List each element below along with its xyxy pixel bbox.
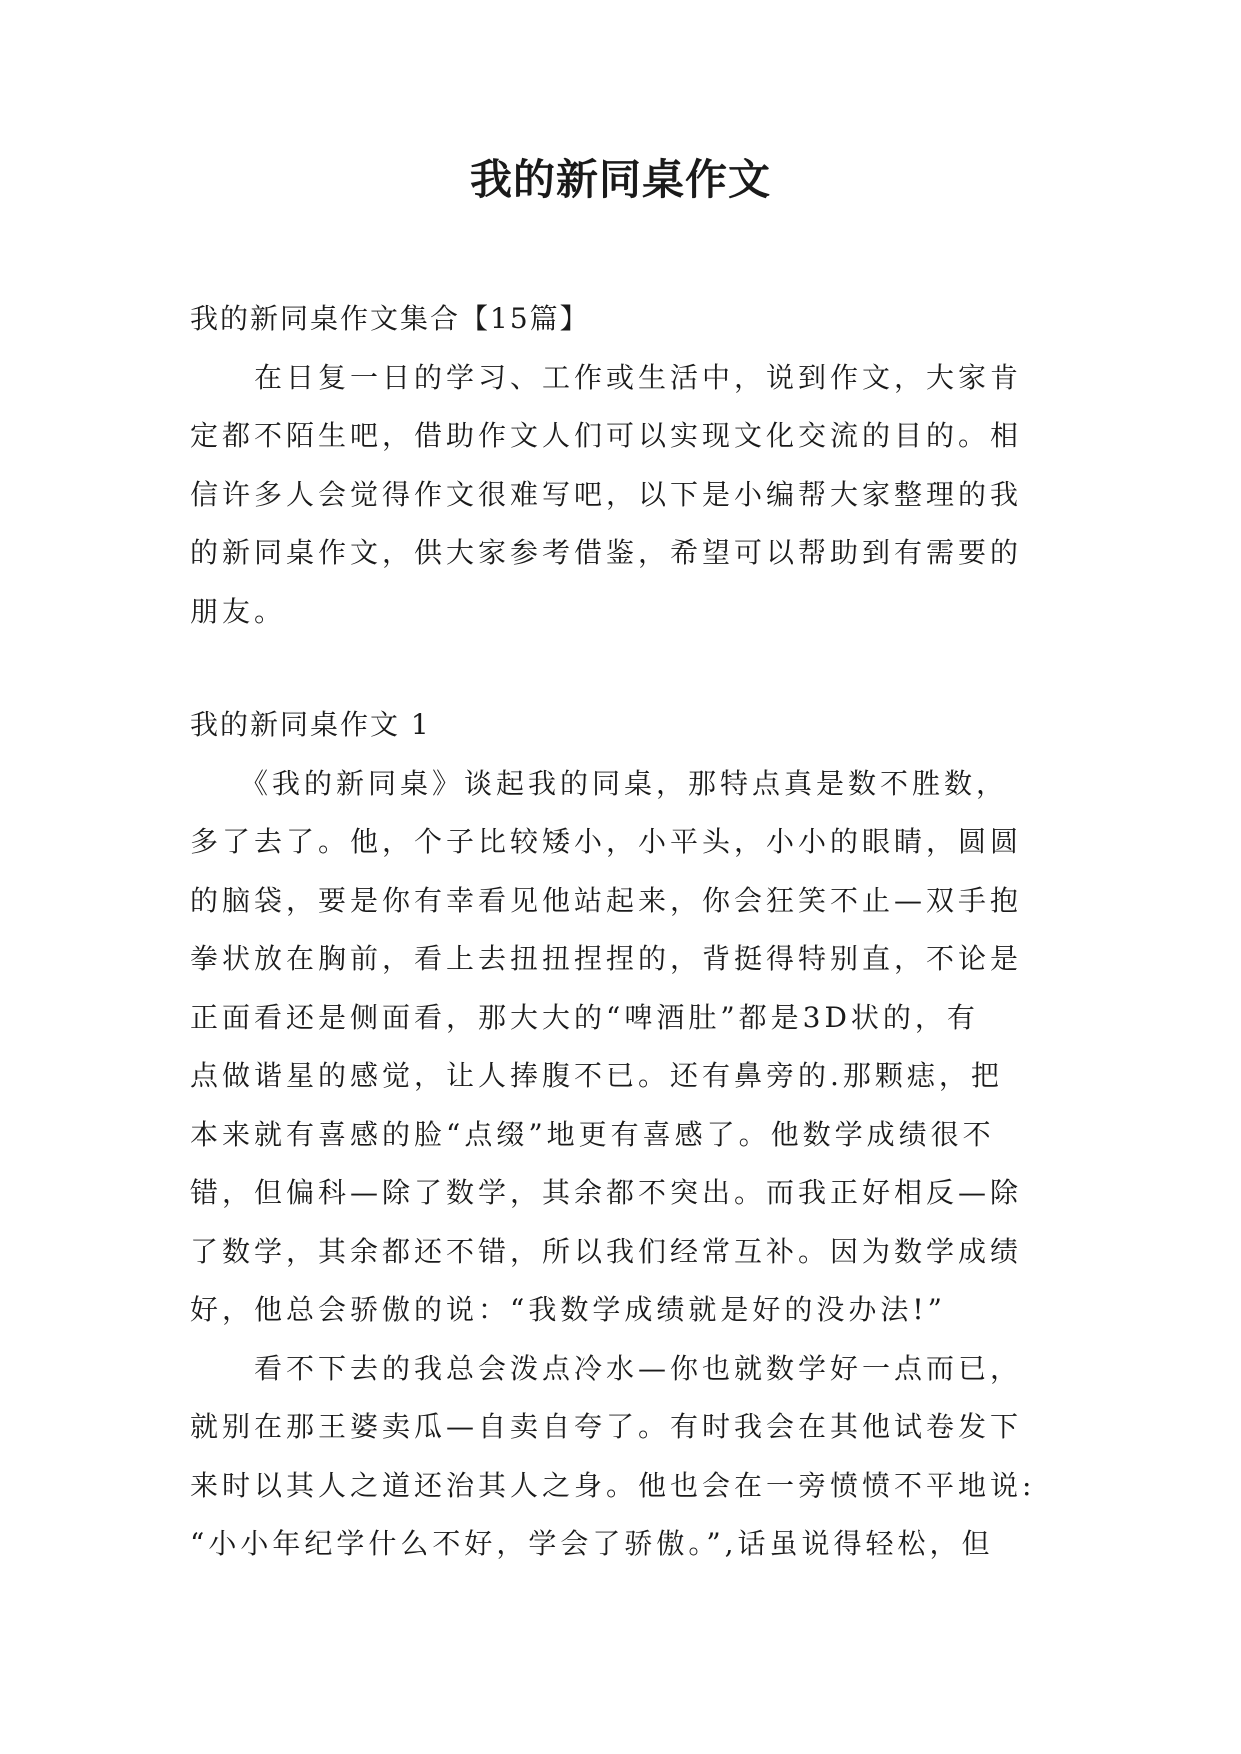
document-body	[190, 290, 1065, 1574]
section-heading: 我的新同桌作文 1	[190, 708, 431, 741]
document-subtitle: 我的新同桌作文集合【15篇】	[190, 302, 590, 335]
paragraph-spacer	[190, 641, 1065, 696]
text-line: 在日复一日的学习、工作或生活中，说到作文，大家肯	[190, 360, 1023, 394]
text-line: 点做谐星的感觉，让人捧腹不已。还有鼻旁的.那颗痣，把	[190, 1059, 1003, 1092]
text-line: “小小年纪学什么不好，学会了骄傲。”,话虽说得轻松，但	[190, 1527, 994, 1560]
text-line: 多了去了。他，个子比较矮小，小平头，小小的眼睛，圆圆	[190, 825, 1023, 858]
text-line: 就别在那王婆卖瓜—自卖自夸了。有时我会在其他试卷发下	[190, 1410, 1023, 1443]
text-line: 的新同桌作文，供大家参考借鉴，希望可以帮助到有需要的	[190, 536, 1023, 569]
text-line: 错，但偏科—除了数学，其余都不突出。而我正好相反—除	[190, 1176, 1023, 1209]
text-line: 好，他总会骄傲的说：“我数学成绩就是好的没办法!”	[190, 1293, 946, 1326]
text-line: 看不下去的我总会泼点冷水—你也就数学好一点而已，	[190, 1351, 1023, 1385]
text-line: 定都不陌生吧，借助作文人们可以实现文化交流的目的。相	[190, 419, 1023, 452]
document-title: 我的新同桌作文	[469, 155, 771, 204]
text-line: 拳状放在胸前，看上去扭扭捏捏的，背挺得特别直，不论是	[190, 942, 1023, 975]
text-line: 朋友。	[190, 594, 287, 628]
text-line: 本来就有喜感的脸“点缀”地更有喜感了。他数学成绩很不	[190, 1117, 995, 1151]
text-line: 了数学，其余都还不错，所以我们经常互补。因为数学成绩	[190, 1234, 1023, 1268]
text-line: 的脑袋，要是你有幸看见他站起来，你会狂笑不止—双手抱	[190, 883, 1023, 917]
text-line: 《我的新同桌》谈起我的同桌，那特点真是数不胜数，	[190, 766, 1009, 800]
text-line: 来时以其人之道还治其人之身。他也会在一旁愤愤不平地说:	[190, 1468, 1036, 1502]
intro-paragraph	[190, 349, 1065, 642]
text-line: 正面看还是侧面看，那大大的“啤酒肚”都是3D状的，有	[190, 1000, 979, 1034]
text-line: 信许多人会觉得作文很难写吧，以下是小编帮大家整理的我	[190, 477, 1023, 511]
essay-body	[190, 755, 1065, 1574]
